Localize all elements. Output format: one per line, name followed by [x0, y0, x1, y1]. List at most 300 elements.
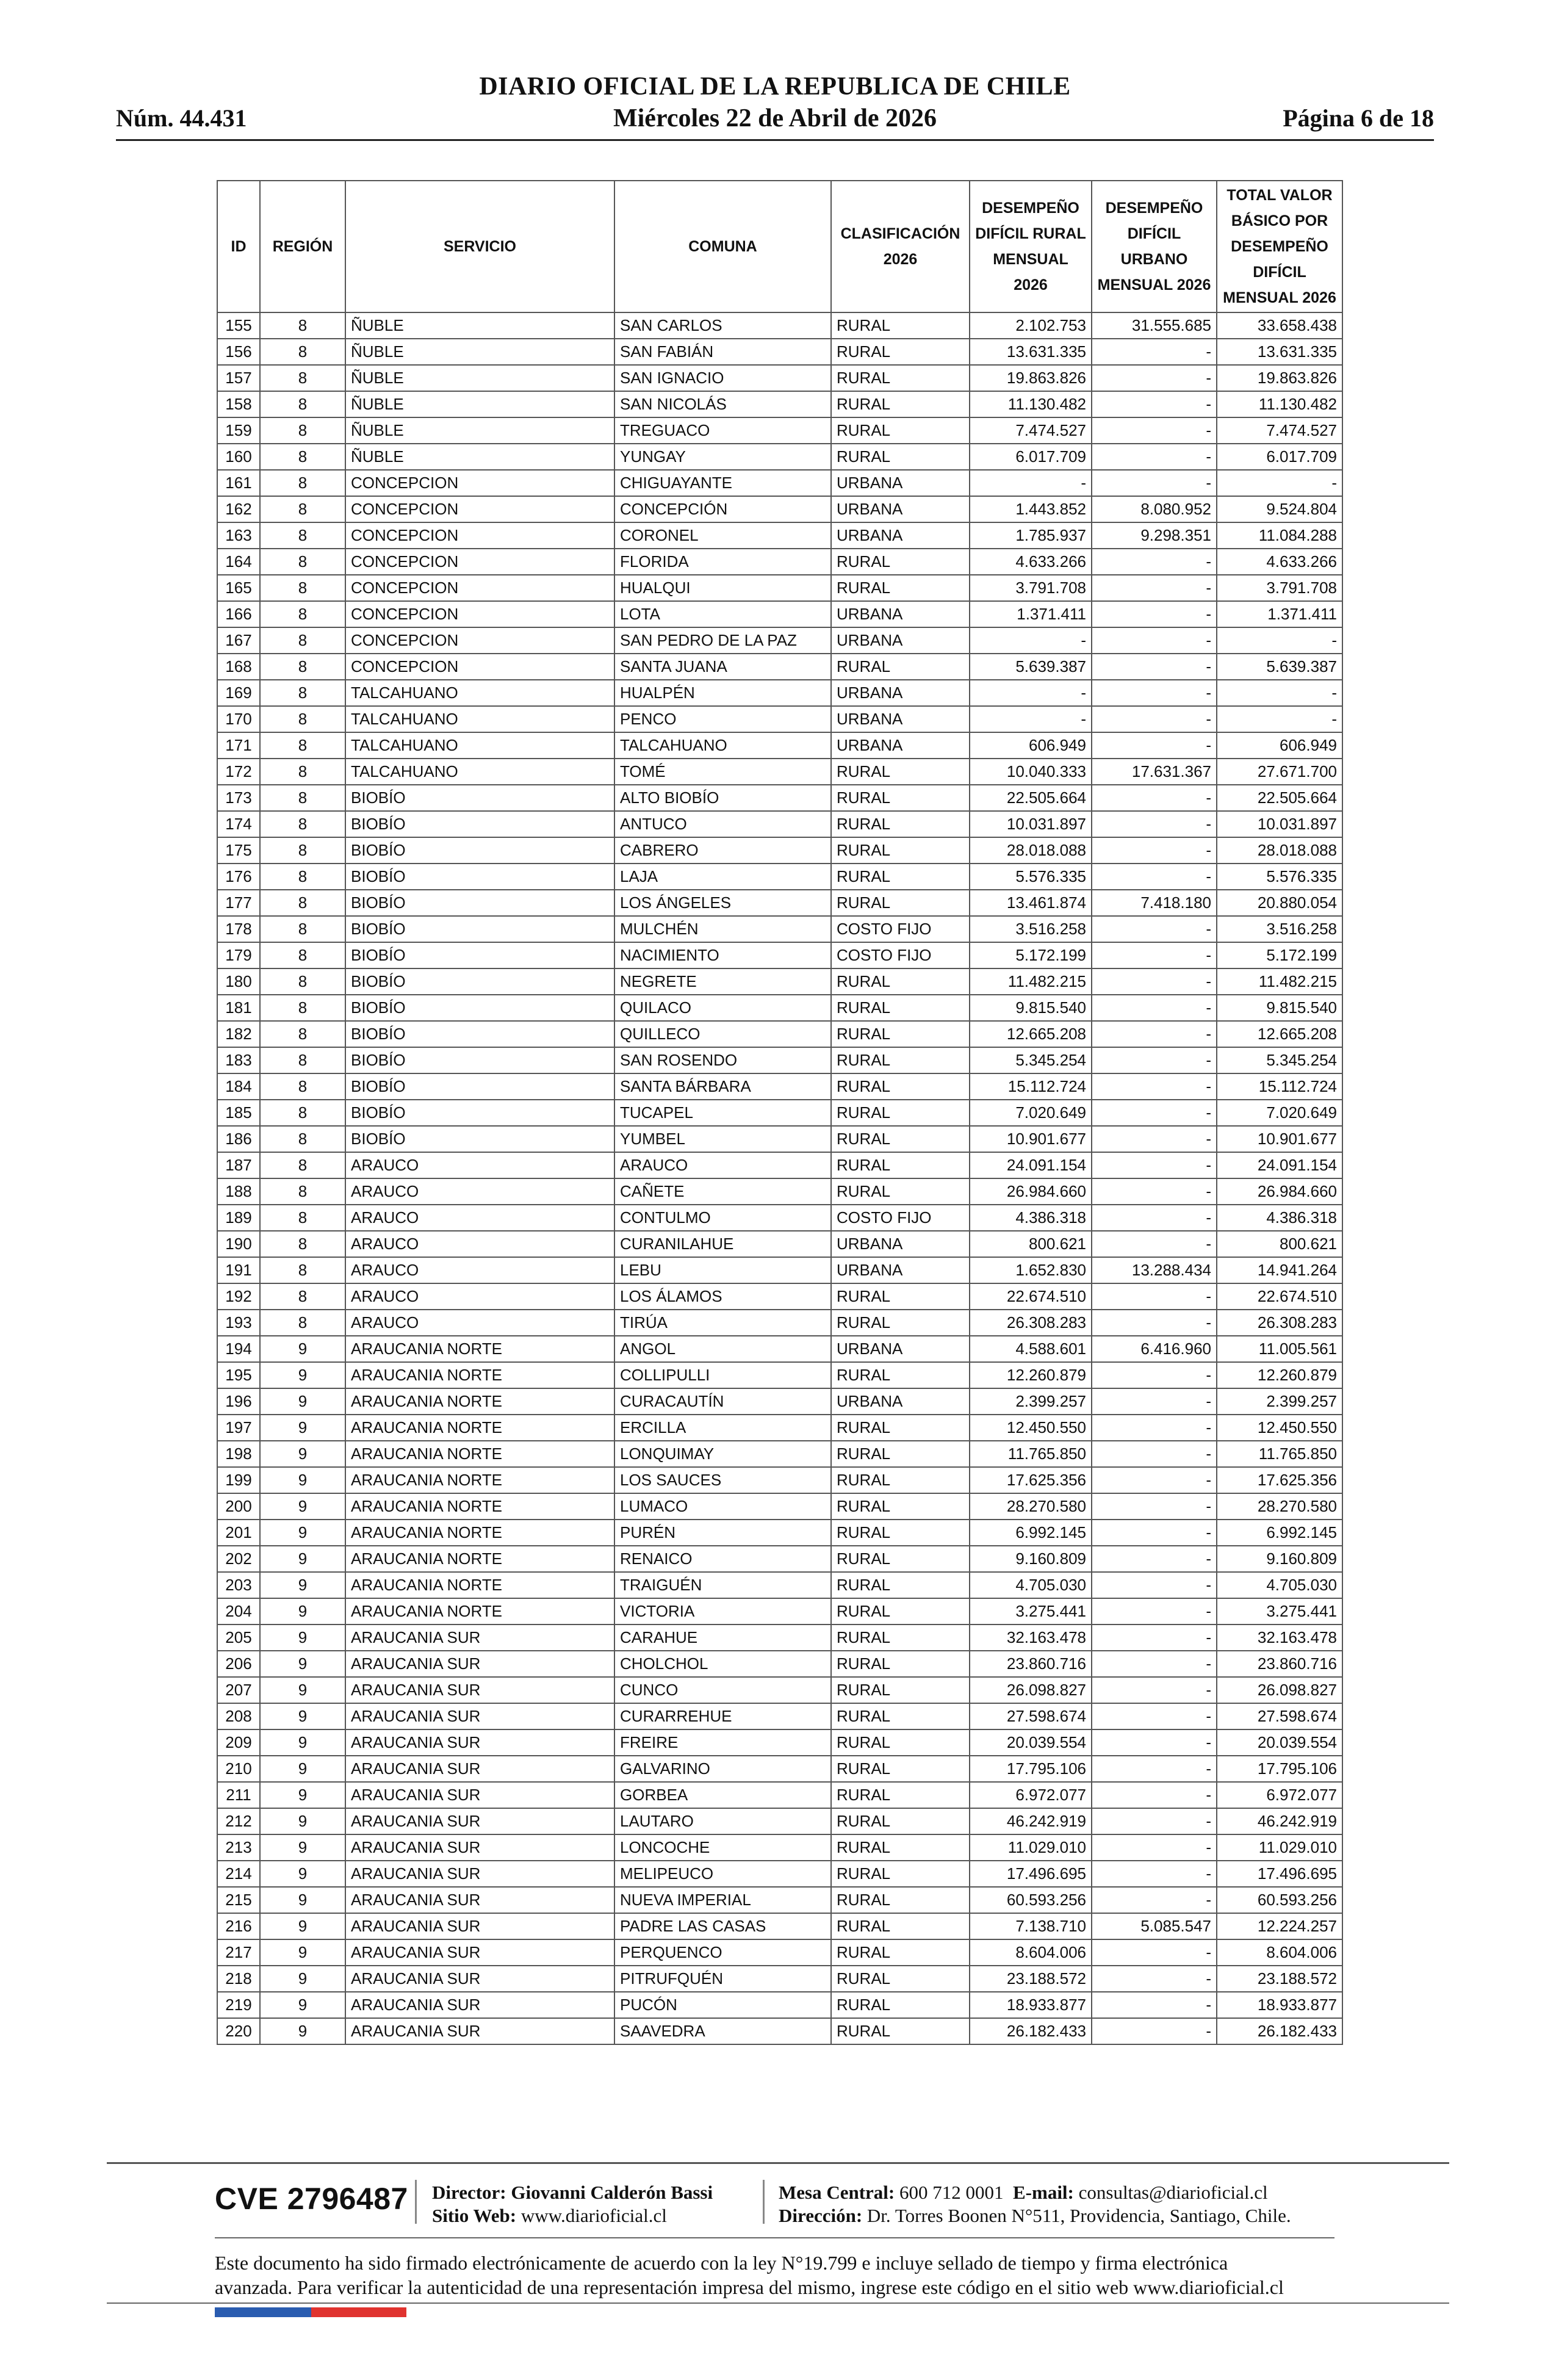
cell-servicio: ARAUCANIA SUR: [345, 2018, 614, 2044]
cell-total: -: [1217, 680, 1342, 706]
cell-urbano: -: [1092, 444, 1217, 470]
cell-servicio: ARAUCANIA NORTE: [345, 1467, 614, 1493]
cell-total: 46.242.919: [1217, 1808, 1342, 1834]
cell-region: 8: [260, 339, 345, 365]
cell-comuna: SAN PEDRO DE LA PAZ: [614, 627, 831, 654]
cell-id: 219: [217, 1992, 260, 2018]
cell-urbano: -: [1092, 339, 1217, 365]
cell-servicio: ARAUCANIA SUR: [345, 1808, 614, 1834]
cell-comuna: ARAUCO: [614, 1152, 831, 1178]
cell-region: 9: [260, 1388, 345, 1415]
cell-region: 8: [260, 1257, 345, 1283]
cell-id: 211: [217, 1782, 260, 1808]
cell-urbano: -: [1092, 391, 1217, 417]
cell-id: 205: [217, 1625, 260, 1651]
cell-rural: 7.138.710: [970, 1913, 1092, 1939]
cell-servicio: ARAUCANIA SUR: [345, 1992, 614, 2018]
cell-region: 9: [260, 1808, 345, 1834]
performance-table: [217, 180, 1343, 2045]
cell-region: 9: [260, 1729, 345, 1756]
cell-rural: 23.860.716: [970, 1651, 1092, 1677]
header-urbano: DESEMPEÑO DIFÍCIL URBANO MENSUAL 2026: [1092, 181, 1217, 312]
cell-clasificacion: COSTO FIJO: [831, 1205, 970, 1231]
cell-urbano: -: [1092, 1861, 1217, 1887]
cell-region: 8: [260, 759, 345, 785]
cell-rural: 26.182.433: [970, 2018, 1092, 2044]
cell-total: 12.224.257: [1217, 1913, 1342, 1939]
table-row: [217, 417, 1342, 444]
cell-total: 11.482.215: [1217, 968, 1342, 995]
cell-comuna: TIRÚA: [614, 1310, 831, 1336]
cell-servicio: ARAUCANIA NORTE: [345, 1572, 614, 1598]
cell-urbano: -: [1092, 2018, 1217, 2044]
cell-region: 9: [260, 1913, 345, 1939]
cell-urbano: -: [1092, 1992, 1217, 2018]
cell-total: 17.625.356: [1217, 1467, 1342, 1493]
cell-comuna: LAUTARO: [614, 1808, 831, 1834]
cell-total: 20.880.054: [1217, 890, 1342, 916]
table-row: [217, 680, 1342, 706]
cell-rural: 3.516.258: [970, 916, 1092, 942]
cell-total: 26.984.660: [1217, 1178, 1342, 1205]
bottom-divider: [107, 2302, 1449, 2304]
web-link[interactable]: www.diarioficial.cl: [520, 2205, 667, 2226]
cell-clasificacion: URBANA: [831, 1336, 970, 1362]
cell-servicio: ARAUCANIA NORTE: [345, 1493, 614, 1520]
cell-total: 4.633.266: [1217, 549, 1342, 575]
table-row: [217, 1441, 1342, 1467]
cell-clasificacion: RURAL: [831, 1913, 970, 1939]
cell-region: 9: [260, 1493, 345, 1520]
mesa-phone: 600 712 0001: [899, 2182, 1004, 2203]
cell-comuna: SAN FABIÁN: [614, 339, 831, 365]
cell-rural: 46.242.919: [970, 1808, 1092, 1834]
table-row: [217, 522, 1342, 549]
cell-urbano: -: [1092, 942, 1217, 968]
cell-clasificacion: RURAL: [831, 1729, 970, 1756]
cell-clasificacion: RURAL: [831, 575, 970, 601]
table-row: [217, 1939, 1342, 1966]
cell-urbano: -: [1092, 1231, 1217, 1257]
cell-urbano: -: [1092, 1100, 1217, 1126]
table-row: [217, 654, 1342, 680]
table-row: [217, 1205, 1342, 1231]
cell-id: 201: [217, 1520, 260, 1546]
cell-servicio: ÑUBLE: [345, 365, 614, 391]
cell-urbano: -: [1092, 575, 1217, 601]
cell-clasificacion: RURAL: [831, 365, 970, 391]
cell-clasificacion: RURAL: [831, 1546, 970, 1572]
cell-total: 23.860.716: [1217, 1651, 1342, 1677]
cell-rural: 1.652.830: [970, 1257, 1092, 1283]
cell-comuna: MELIPEUCO: [614, 1861, 831, 1887]
cell-comuna: QUILACO: [614, 995, 831, 1021]
cell-comuna: ANTUCO: [614, 811, 831, 837]
header-id: ID: [217, 181, 260, 312]
cell-total: 10.031.897: [1217, 811, 1342, 837]
footer-separator: [763, 2180, 765, 2224]
cell-urbano: -: [1092, 654, 1217, 680]
cell-id: 161: [217, 470, 260, 496]
cell-comuna: TALCAHUANO: [614, 732, 831, 759]
cell-servicio: ARAUCANIA NORTE: [345, 1415, 614, 1441]
cell-region: 8: [260, 627, 345, 654]
table-row: [217, 1651, 1342, 1677]
cell-rural: 27.598.674: [970, 1703, 1092, 1729]
cell-comuna: CONTULMO: [614, 1205, 831, 1231]
cell-id: 207: [217, 1677, 260, 1703]
cell-rural: 606.949: [970, 732, 1092, 759]
address-label: Dirección:: [779, 2205, 863, 2226]
cell-clasificacion: RURAL: [831, 1625, 970, 1651]
cell-clasificacion: RURAL: [831, 1834, 970, 1861]
cell-region: 8: [260, 811, 345, 837]
legal-line: Este documento ha sido firmado electrónicamente de acuerdo con la ley N°19.799 e incluye sellado de tiempo y firma electrónica: [215, 2252, 1228, 2274]
cell-id: 162: [217, 496, 260, 522]
cell-id: 216: [217, 1913, 260, 1939]
cell-comuna: NACIMIENTO: [614, 942, 831, 968]
cell-clasificacion: RURAL: [831, 1310, 970, 1336]
cell-total: 9.524.804: [1217, 496, 1342, 522]
cell-servicio: CONCEPCION: [345, 627, 614, 654]
cell-clasificacion: RURAL: [831, 1362, 970, 1388]
cell-comuna: CORONEL: [614, 522, 831, 549]
cell-servicio: ARAUCANIA SUR: [345, 1625, 614, 1651]
table-row: [217, 785, 1342, 811]
cell-urbano: -: [1092, 1625, 1217, 1651]
cell-total: 10.901.677: [1217, 1126, 1342, 1152]
cell-rural: 32.163.478: [970, 1625, 1092, 1651]
cell-clasificacion: URBANA: [831, 706, 970, 732]
cell-servicio: ARAUCANIA NORTE: [345, 1388, 614, 1415]
table-row: [217, 339, 1342, 365]
cell-region: 8: [260, 837, 345, 864]
cell-comuna: SAN NICOLÁS: [614, 391, 831, 417]
cell-total: 12.260.879: [1217, 1362, 1342, 1388]
table-row: [217, 916, 1342, 942]
cell-clasificacion: RURAL: [831, 890, 970, 916]
cell-clasificacion: RURAL: [831, 1651, 970, 1677]
cell-total: 3.275.441: [1217, 1598, 1342, 1625]
cell-comuna: GORBEA: [614, 1782, 831, 1808]
cell-total: 606.949: [1217, 732, 1342, 759]
cell-region: 8: [260, 549, 345, 575]
cell-region: 8: [260, 732, 345, 759]
cell-comuna: LONCOCHE: [614, 1834, 831, 1861]
address-value: Dr. Torres Boonen N°511, Providencia, Santiago, Chile.: [866, 2205, 1291, 2226]
cell-id: 167: [217, 627, 260, 654]
cell-servicio: ARAUCANIA SUR: [345, 1703, 614, 1729]
cell-id: 198: [217, 1441, 260, 1467]
cell-region: 9: [260, 1336, 345, 1362]
footer-subdivider: [215, 2237, 1334, 2238]
cell-id: 178: [217, 916, 260, 942]
cell-total: 5.576.335: [1217, 864, 1342, 890]
cell-total: 11.130.482: [1217, 391, 1342, 417]
table-row: [217, 1992, 1342, 2018]
cell-urbano: -: [1092, 680, 1217, 706]
cell-region: 9: [260, 1834, 345, 1861]
table-row: [217, 1126, 1342, 1152]
cell-id: 164: [217, 549, 260, 575]
table-row: [217, 365, 1342, 391]
cell-total: 20.039.554: [1217, 1729, 1342, 1756]
cell-comuna: TUCAPEL: [614, 1100, 831, 1126]
cell-clasificacion: RURAL: [831, 1047, 970, 1073]
table-row: [217, 995, 1342, 1021]
mesa-label: Mesa Central:: [779, 2182, 895, 2203]
cell-clasificacion: RURAL: [831, 1073, 970, 1100]
cell-clasificacion: URBANA: [831, 1257, 970, 1283]
cell-urbano: -: [1092, 732, 1217, 759]
cell-total: 5.345.254: [1217, 1047, 1342, 1073]
cell-region: 9: [260, 1651, 345, 1677]
cell-servicio: BIOBÍO: [345, 1100, 614, 1126]
cell-rural: 17.625.356: [970, 1467, 1092, 1493]
cell-total: 6.972.077: [1217, 1782, 1342, 1808]
cell-rural: 9.160.809: [970, 1546, 1092, 1572]
cell-region: 8: [260, 864, 345, 890]
cell-region: 9: [260, 1992, 345, 2018]
table-row: [217, 1834, 1342, 1861]
cell-region: 8: [260, 1152, 345, 1178]
cell-id: 180: [217, 968, 260, 995]
table-row: [217, 1520, 1342, 1546]
cell-comuna: YUNGAY: [614, 444, 831, 470]
cell-comuna: QUILLECO: [614, 1021, 831, 1047]
cell-total: 23.188.572: [1217, 1966, 1342, 1992]
cell-comuna: COLLIPULLI: [614, 1362, 831, 1388]
cell-urbano: -: [1092, 1729, 1217, 1756]
cell-servicio: ARAUCO: [345, 1178, 614, 1205]
table-row: [217, 1231, 1342, 1257]
cell-id: 199: [217, 1467, 260, 1493]
cell-id: 188: [217, 1178, 260, 1205]
cell-region: 9: [260, 1598, 345, 1625]
cell-servicio: ARAUCANIA SUR: [345, 1939, 614, 1966]
cell-rural: 11.765.850: [970, 1441, 1092, 1467]
cell-comuna: CUNCO: [614, 1677, 831, 1703]
cell-servicio: CONCEPCION: [345, 496, 614, 522]
cell-clasificacion: RURAL: [831, 1152, 970, 1178]
cell-servicio: ARAUCANIA SUR: [345, 1834, 614, 1861]
cell-comuna: FREIRE: [614, 1729, 831, 1756]
table-row: [217, 1493, 1342, 1520]
cell-clasificacion: RURAL: [831, 1441, 970, 1467]
cell-region: 8: [260, 470, 345, 496]
cell-region: 9: [260, 1441, 345, 1467]
table-row: [217, 942, 1342, 968]
cell-urbano: -: [1092, 1493, 1217, 1520]
email-link[interactable]: consultas@diarioficial.cl: [1078, 2182, 1268, 2203]
cell-total: 7.474.527: [1217, 417, 1342, 444]
cell-total: -: [1217, 470, 1342, 496]
cell-urbano: -: [1092, 1126, 1217, 1152]
cell-comuna: TOMÉ: [614, 759, 831, 785]
cell-urbano: -: [1092, 1047, 1217, 1073]
cell-rural: 13.461.874: [970, 890, 1092, 916]
cell-rural: 800.621: [970, 1231, 1092, 1257]
cell-urbano: -: [1092, 1178, 1217, 1205]
cell-servicio: ARAUCANIA SUR: [345, 1729, 614, 1756]
cell-clasificacion: RURAL: [831, 1178, 970, 1205]
cell-comuna: YUMBEL: [614, 1126, 831, 1152]
table-row: [217, 2018, 1342, 2044]
cell-id: 179: [217, 942, 260, 968]
cell-rural: 17.795.106: [970, 1756, 1092, 1782]
cell-urbano: -: [1092, 1283, 1217, 1310]
table-row: [217, 1100, 1342, 1126]
director-block: [432, 2181, 713, 2227]
cell-clasificacion: RURAL: [831, 1415, 970, 1441]
cell-region: 9: [260, 1939, 345, 1966]
cell-id: 155: [217, 312, 260, 339]
cell-servicio: BIOBÍO: [345, 1021, 614, 1047]
cell-comuna: PITRUFQUÉN: [614, 1966, 831, 1992]
cell-servicio: BIOBÍO: [345, 785, 614, 811]
cell-total: -: [1217, 706, 1342, 732]
flag-stripe-red: [311, 2307, 406, 2317]
cell-total: 17.496.695: [1217, 1861, 1342, 1887]
cell-region: 9: [260, 1572, 345, 1598]
cell-id: 156: [217, 339, 260, 365]
cell-rural: 13.631.335: [970, 339, 1092, 365]
cell-id: 210: [217, 1756, 260, 1782]
cell-servicio: BIOBÍO: [345, 811, 614, 837]
cell-region: 8: [260, 417, 345, 444]
cell-rural: 11.029.010: [970, 1834, 1092, 1861]
cell-id: 184: [217, 1073, 260, 1100]
cell-clasificacion: URBANA: [831, 496, 970, 522]
cell-comuna: PENCO: [614, 706, 831, 732]
cell-id: 165: [217, 575, 260, 601]
cell-servicio: ARAUCANIA NORTE: [345, 1598, 614, 1625]
cell-region: 8: [260, 785, 345, 811]
cell-rural: 1.443.852: [970, 496, 1092, 522]
cell-total: 26.308.283: [1217, 1310, 1342, 1336]
legal-line: avanzada. Para verificar la autenticidad de una representación impresa del mismo, ingrese este código en el sitio web www.diarioficial.cl: [215, 2276, 1284, 2298]
table-row: [217, 1467, 1342, 1493]
cell-region: 9: [260, 1625, 345, 1651]
cell-rural: 18.933.877: [970, 1992, 1092, 2018]
cell-clasificacion: URBANA: [831, 627, 970, 654]
cell-comuna: PURÉN: [614, 1520, 831, 1546]
header-region: REGIÓN: [260, 181, 345, 312]
cell-total: 800.621: [1217, 1231, 1342, 1257]
cell-comuna: SANTA JUANA: [614, 654, 831, 680]
cell-rural: 10.901.677: [970, 1126, 1092, 1152]
cell-clasificacion: RURAL: [831, 1100, 970, 1126]
table-row: [217, 811, 1342, 837]
cell-comuna: FLORIDA: [614, 549, 831, 575]
header-servicio: SERVICIO: [345, 181, 614, 312]
cell-id: 212: [217, 1808, 260, 1834]
cell-clasificacion: COSTO FIJO: [831, 942, 970, 968]
cell-region: 8: [260, 1047, 345, 1073]
cell-id: 206: [217, 1651, 260, 1677]
cell-id: 177: [217, 890, 260, 916]
cell-total: 9.815.540: [1217, 995, 1342, 1021]
cell-region: 9: [260, 1546, 345, 1572]
cell-clasificacion: RURAL: [831, 968, 970, 995]
cell-rural: 23.188.572: [970, 1966, 1092, 1992]
cell-urbano: -: [1092, 1756, 1217, 1782]
cell-total: 4.386.318: [1217, 1205, 1342, 1231]
cell-comuna: LOS SAUCES: [614, 1467, 831, 1493]
cell-servicio: CONCEPCION: [345, 654, 614, 680]
cell-id: 195: [217, 1362, 260, 1388]
cell-clasificacion: RURAL: [831, 811, 970, 837]
cell-comuna: ALTO BIOBÍO: [614, 785, 831, 811]
cell-clasificacion: RURAL: [831, 1598, 970, 1625]
cell-region: 8: [260, 995, 345, 1021]
cell-region: 8: [260, 1126, 345, 1152]
cell-rural: 5.345.254: [970, 1047, 1092, 1073]
cell-region: 9: [260, 1467, 345, 1493]
cell-clasificacion: RURAL: [831, 444, 970, 470]
cell-total: 11.084.288: [1217, 522, 1342, 549]
cell-urbano: -: [1092, 995, 1217, 1021]
cell-servicio: ARAUCO: [345, 1310, 614, 1336]
cell-id: 159: [217, 417, 260, 444]
cell-region: 9: [260, 1362, 345, 1388]
cell-total: -: [1217, 627, 1342, 654]
cell-rural: 4.705.030: [970, 1572, 1092, 1598]
cell-servicio: ARAUCANIA SUR: [345, 1782, 614, 1808]
table-row: [217, 1073, 1342, 1100]
cell-urbano: 5.085.547: [1092, 1913, 1217, 1939]
cell-total: 12.665.208: [1217, 1021, 1342, 1047]
header-clasificacion: CLASIFICACIÓN 2026: [831, 181, 970, 312]
cell-rural: 6.017.709: [970, 444, 1092, 470]
cell-id: 191: [217, 1257, 260, 1283]
cell-rural: 19.863.826: [970, 365, 1092, 391]
cell-servicio: CONCEPCION: [345, 470, 614, 496]
table-row: [217, 627, 1342, 654]
cell-servicio: ARAUCO: [345, 1257, 614, 1283]
cell-rural: 28.018.088: [970, 837, 1092, 864]
cell-total: 6.992.145: [1217, 1520, 1342, 1546]
cell-servicio: ARAUCO: [345, 1205, 614, 1231]
table-row: [217, 1415, 1342, 1441]
cell-region: 8: [260, 1205, 345, 1231]
cell-servicio: TALCAHUANO: [345, 732, 614, 759]
cell-urbano: -: [1092, 1388, 1217, 1415]
header-total: TOTAL VALOR BÁSICO POR DESEMPEÑO DIFÍCIL MENSUAL 2026: [1217, 181, 1342, 312]
cell-rural: 17.496.695: [970, 1861, 1092, 1887]
issue-number: Núm. 44.431: [116, 104, 247, 132]
cell-comuna: NEGRETE: [614, 968, 831, 995]
cell-urbano: -: [1092, 1598, 1217, 1625]
cell-region: 8: [260, 522, 345, 549]
table-row: [217, 837, 1342, 864]
cell-total: 19.863.826: [1217, 365, 1342, 391]
cell-total: 15.112.724: [1217, 1073, 1342, 1100]
table-row: [217, 1808, 1342, 1834]
cell-region: 8: [260, 312, 345, 339]
cell-region: 8: [260, 1073, 345, 1100]
cell-id: 208: [217, 1703, 260, 1729]
cell-urbano: -: [1092, 706, 1217, 732]
cell-id: 181: [217, 995, 260, 1021]
cell-clasificacion: RURAL: [831, 1992, 970, 2018]
cell-region: 8: [260, 680, 345, 706]
cell-region: 9: [260, 1520, 345, 1546]
table-row: [217, 1782, 1342, 1808]
cell-rural: 4.386.318: [970, 1205, 1092, 1231]
page-header: [116, 72, 1434, 145]
cell-id: 214: [217, 1861, 260, 1887]
